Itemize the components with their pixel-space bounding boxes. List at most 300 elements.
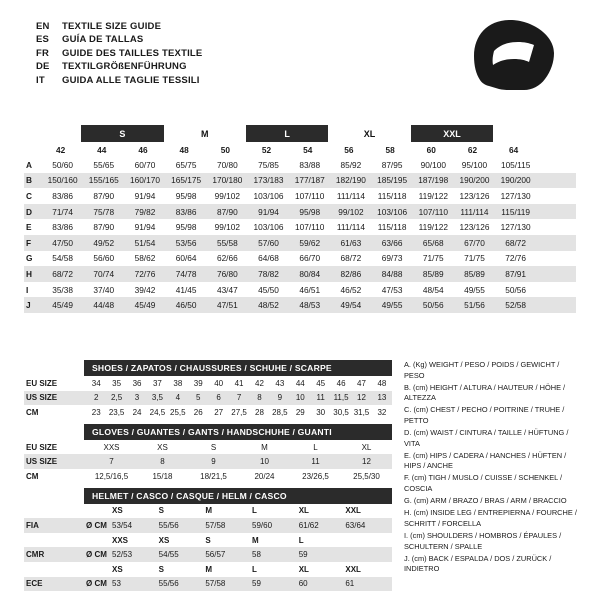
row-cells — [86, 565, 392, 574]
cell: 111/114 — [460, 206, 489, 217]
cell: 170/180 — [212, 175, 243, 186]
cell: 26 — [193, 407, 203, 417]
cell: 91/94 — [134, 190, 156, 201]
cell: 123/126 — [459, 190, 490, 201]
cell: L — [252, 564, 257, 574]
legend-item: A. (Kg) WEIGHT / PESO / POIDS / GEWICHT / PESO — [404, 360, 560, 380]
cell: 79/82 — [134, 206, 156, 217]
cell: 150/160 — [47, 175, 78, 186]
cell: 56/60 — [93, 253, 115, 264]
shoes-section-title: SHOES / ZAPATOS / CHAUSSURES / SCHUHE / SCARPE — [84, 360, 392, 376]
cell: 68/72 — [52, 268, 73, 279]
cell: 55/56 — [158, 579, 179, 589]
cell: 155/165 — [88, 175, 119, 186]
cell: 127/130 — [500, 222, 531, 233]
language-row — [36, 20, 202, 33]
helmet-icon — [464, 18, 556, 96]
cell: 53/56 — [175, 237, 197, 248]
legend-item: H. (cm) INSIDE LEG / ENTREPIERNA / FOURCHE / SCHRITT / FORCELLA — [404, 508, 577, 528]
cell: 67/70 — [464, 237, 485, 248]
table-row — [24, 282, 576, 298]
cell: 28 — [255, 407, 264, 417]
cell: XL — [298, 506, 309, 516]
cell: 71/75 — [422, 253, 444, 264]
cell: 23 — [91, 407, 101, 417]
cell: 60/70 — [134, 159, 156, 170]
cell: 20/24 — [254, 471, 275, 481]
cell: 185/195 — [377, 175, 408, 186]
cell: 4 — [175, 393, 181, 403]
cell: 53/54 — [112, 520, 133, 530]
cell: 46/51 — [299, 284, 321, 295]
cell: 46/52 — [340, 284, 362, 295]
cell: 115/118 — [377, 222, 407, 233]
cell: 38 — [173, 378, 183, 388]
group-empty-right — [493, 125, 534, 142]
cell: 83/86 — [52, 190, 73, 201]
cell: 54/58 — [52, 253, 73, 264]
cell: 119/122 — [418, 190, 448, 201]
cell: 87/90 — [216, 206, 238, 217]
cell: 57/58 — [205, 520, 226, 530]
cell: 30,5 — [333, 407, 349, 417]
helmet-header-row-cmr — [24, 533, 392, 548]
row-label: EU SIZE — [26, 378, 58, 388]
table-row — [24, 547, 392, 562]
cell: 47/51 — [216, 300, 238, 311]
cell: 91/94 — [258, 206, 279, 217]
cell: M — [205, 506, 213, 516]
cell: 50/56 — [505, 284, 527, 295]
table-row — [24, 405, 392, 420]
language-row — [36, 74, 202, 87]
cell: 45/49 — [52, 300, 73, 311]
size-number-row — [24, 142, 576, 157]
cell: 37/40 — [93, 284, 115, 295]
size-value: 50 — [220, 144, 230, 155]
legend-item: B. (cm) HEIGHT / ALTURA / HAUTEUR / HÖHE / ALTEZZA — [404, 382, 566, 403]
size-value: 64 — [509, 144, 519, 155]
cell: 49/52 — [93, 237, 115, 248]
cell: 182/190 — [335, 175, 366, 186]
cell: 11 — [316, 393, 325, 403]
cell: 46 — [336, 378, 346, 388]
cell: 95/98 — [175, 190, 197, 201]
cell: 10 — [295, 393, 305, 403]
cell: 165/175 — [171, 175, 202, 186]
cell: 87/91 — [505, 268, 527, 279]
row-label: US SIZE — [26, 393, 58, 403]
table-row — [24, 219, 576, 235]
language-row — [36, 60, 202, 73]
cell: 2 — [93, 393, 99, 403]
row-label: B — [26, 175, 32, 186]
unit-label: Ø CM — [86, 520, 107, 530]
unit-label: Ø CM — [86, 550, 107, 560]
cell: 115/119 — [501, 206, 531, 217]
legend-item: F. (cm) TIGH / MUSLO / CUISSE / SCHENKEL / COSCIA — [404, 473, 563, 494]
cell: 45/50 — [258, 284, 279, 295]
legend-item: E. (cm) HIPS / CADERA / HANCHES / HÜFTEN / HIPS / ANCHE — [404, 450, 567, 471]
cell: M — [252, 535, 259, 545]
cell: 52/53 — [112, 550, 133, 560]
legend-item: J. (cm) BACK / ESPALDA / DOS / ZURÜCK / INDIETRO — [404, 553, 552, 574]
row-cells — [86, 379, 392, 388]
cell: 15/18 — [152, 471, 173, 481]
cell: S — [158, 506, 165, 516]
cell: 51/54 — [134, 237, 156, 248]
cell: 56/57 — [205, 550, 226, 560]
cell: 66/70 — [299, 253, 321, 264]
table-row — [24, 440, 392, 455]
cell: 115/118 — [377, 190, 407, 201]
language-code: FR — [36, 47, 50, 59]
cell: XL — [298, 564, 309, 574]
cell: 63/64 — [345, 520, 366, 530]
cell: 53 — [112, 579, 121, 589]
cell: 27 — [214, 407, 224, 417]
cell: 40 — [214, 378, 224, 388]
table-row — [24, 577, 392, 592]
cell: 47 — [357, 378, 366, 388]
row-label: I — [26, 284, 29, 295]
table-row — [24, 391, 392, 406]
cell: L — [313, 442, 318, 452]
helmet-header-row-fia — [24, 504, 392, 519]
row-label: FIA — [26, 520, 39, 530]
cell: 44/48 — [93, 300, 115, 311]
row-cells — [86, 472, 392, 481]
language-title: TEXTILE SIZE GUIDE — [62, 21, 162, 32]
cell: 187/198 — [418, 175, 449, 186]
cell: 60/64 — [175, 253, 197, 264]
cell: 6 — [216, 393, 221, 403]
cell: 5 — [196, 393, 201, 403]
table-row — [24, 173, 576, 189]
language-title: GUIDA ALLE TAGLIE TESSILI — [62, 74, 200, 86]
size-value: 58 — [385, 144, 395, 155]
cell: 103/106 — [377, 206, 408, 217]
cell: 55/58 — [216, 237, 238, 248]
main-size-table — [24, 125, 576, 313]
cell: 95/100 — [461, 159, 488, 170]
cell: XXL — [345, 564, 361, 574]
cell: 8 — [160, 457, 165, 467]
cell: 3 — [134, 393, 140, 403]
cell: 2,5 — [111, 393, 123, 403]
table-row — [24, 204, 576, 220]
cell: XS — [112, 506, 123, 516]
cell: 190/200 — [459, 175, 490, 186]
row-label: CMR — [26, 550, 45, 560]
cell: 24,5 — [149, 407, 166, 417]
cell: 7 — [236, 393, 242, 403]
cell: 50/60 — [52, 159, 73, 170]
size-value: 48 — [179, 144, 189, 155]
size-value: 42 — [55, 144, 66, 155]
row-cells — [86, 521, 392, 530]
group-spacer — [24, 125, 40, 142]
cell: 35/38 — [52, 284, 73, 295]
cell: 48/54 — [422, 284, 444, 295]
size-group-header-row — [24, 125, 576, 142]
row-cells — [86, 579, 392, 588]
cell: 27,5 — [231, 407, 247, 417]
row-label: H — [26, 268, 32, 279]
group-m: M — [164, 125, 246, 142]
lower-tables — [24, 360, 392, 591]
table-row — [24, 376, 392, 391]
cell: 28,5 — [272, 407, 288, 417]
cell: 39 — [193, 378, 203, 388]
cell: 59/60 — [252, 520, 273, 530]
cell: 24 — [132, 407, 142, 417]
cell: 30 — [316, 407, 326, 417]
row-label: EU SIZE — [26, 442, 58, 452]
cell: 45 — [316, 378, 326, 388]
cell: XS — [112, 564, 123, 574]
cell: 12,5/16,5 — [94, 471, 129, 481]
group-xxl: XXL — [411, 125, 493, 142]
cell: 74/78 — [175, 268, 197, 279]
group-s: S — [81, 125, 163, 142]
cell: 70/74 — [93, 268, 115, 279]
cell: XS — [158, 535, 170, 545]
cell: 7 — [109, 457, 114, 467]
cell: 82/86 — [340, 268, 362, 279]
row-label: J — [26, 300, 31, 311]
cell: 84/88 — [381, 268, 403, 279]
cell: 123/126 — [459, 222, 490, 233]
cell: 85/92 — [340, 159, 362, 170]
language-row — [36, 47, 202, 60]
cell: 119/122 — [418, 222, 448, 233]
cell: 107/110 — [418, 206, 448, 217]
cell: 71/75 — [464, 253, 485, 264]
cell: XXL — [345, 506, 361, 516]
cell: 64/68 — [258, 253, 279, 264]
cell: 173/183 — [253, 175, 284, 186]
size-value: 62 — [467, 144, 478, 155]
cell: 48/52 — [258, 300, 279, 311]
cell: 43 — [275, 378, 285, 388]
language-code: ES — [36, 34, 50, 46]
cell: 44 — [295, 378, 305, 388]
row-label: ECE — [26, 579, 43, 589]
cell-empty — [345, 536, 392, 545]
cell: M — [205, 564, 213, 574]
cell: 9 — [211, 457, 216, 467]
table-row — [24, 518, 392, 533]
cell: 9 — [277, 393, 283, 403]
cell: 177/187 — [294, 175, 325, 186]
legend-item: C. (cm) CHEST / PECHO / POITRINE / TRUHE / PETTO — [404, 405, 565, 425]
size-value: 54 — [303, 144, 313, 155]
cell: 23,5 — [108, 407, 125, 417]
group-xl: XL — [328, 125, 410, 142]
cell: 49/55 — [464, 284, 485, 295]
size-value: 56 — [344, 144, 354, 155]
row-label: A — [26, 159, 32, 170]
table-row — [24, 235, 576, 251]
size-value: 52 — [261, 144, 272, 155]
unit-label: Ø CM — [86, 579, 107, 589]
cell: 31,5 — [353, 407, 370, 417]
cell: 111/114 — [336, 222, 365, 233]
row-cells — [86, 550, 392, 559]
cell: 12 — [357, 393, 366, 403]
cell: 85/89 — [422, 268, 444, 279]
cell: 99/102 — [214, 222, 241, 233]
cell: L — [298, 535, 304, 545]
cell: 95/98 — [299, 206, 321, 217]
row-cells — [86, 536, 392, 545]
cell: 49/55 — [381, 300, 403, 311]
cell: 60 — [298, 579, 308, 589]
row-label: G — [26, 253, 33, 264]
cell: 91/94 — [134, 222, 156, 233]
gloves-section-title: GLOVES / GUANTES / GANTS / HANDSCHUHE / GUANTI — [84, 424, 392, 440]
row-label: C — [26, 190, 32, 201]
row-cells — [86, 443, 392, 452]
cell: 55/65 — [93, 159, 115, 170]
cell: 80/84 — [299, 268, 321, 279]
cell: 69/73 — [381, 253, 403, 264]
language-title: GUÍA DE TALLAS — [62, 34, 144, 46]
table-row — [24, 251, 576, 267]
cell: S — [205, 535, 211, 545]
cell: 99/102 — [338, 206, 364, 217]
language-title: TEXTILGRÖßENFÜHRUNG — [62, 61, 187, 73]
cell: 55/56 — [158, 520, 179, 530]
cell: XL — [361, 442, 372, 452]
cell: 103/106 — [253, 222, 284, 233]
language-code: IT — [36, 74, 45, 86]
row-cells — [86, 408, 392, 417]
row-cells — [86, 506, 392, 515]
cell: 190/200 — [500, 175, 531, 186]
language-code: EN — [36, 21, 50, 32]
cell: 50/56 — [422, 300, 444, 311]
cell: 35 — [112, 378, 122, 388]
cell: 95/98 — [175, 222, 197, 233]
cell: 85/89 — [464, 268, 485, 279]
cell: 11,5 — [333, 393, 349, 403]
size-value: 44 — [97, 144, 107, 155]
cell: 107/110 — [295, 222, 325, 233]
cell: 70/80 — [216, 159, 238, 170]
cell: 65/68 — [422, 237, 444, 248]
cell: 83/86 — [175, 206, 197, 217]
helmet-header-row-ece — [24, 562, 392, 577]
cell: 49/54 — [340, 300, 362, 311]
cell: 41 — [234, 378, 244, 388]
table-row — [24, 188, 576, 204]
language-title: GUIDE DES TAILLES TEXTILE — [62, 47, 203, 59]
helmet-section-title: HELMET / CASCO / CASQUE / HELM / CASCO — [84, 488, 392, 504]
cell: 83/88 — [299, 159, 321, 170]
cell: 76/80 — [216, 268, 238, 279]
cell: 42 — [255, 378, 264, 388]
cell: 57/60 — [258, 237, 279, 248]
cell: 46/50 — [175, 300, 197, 311]
cell: 58/62 — [134, 253, 156, 264]
cell: 63/66 — [381, 237, 403, 248]
row-cells — [86, 393, 392, 402]
cell: 52/58 — [505, 300, 527, 311]
cell: 58 — [252, 550, 261, 560]
cell: 68/72 — [505, 237, 527, 248]
cell: 18/21,5 — [200, 471, 227, 481]
row-label: CM — [26, 407, 39, 417]
cell: S — [158, 564, 165, 574]
cell: 62/66 — [216, 253, 238, 264]
cell: XXS — [112, 535, 129, 545]
cell: 36 — [132, 378, 142, 388]
cell: 48 — [377, 378, 387, 388]
measurement-legend — [404, 360, 580, 576]
cell: 75/85 — [258, 159, 279, 170]
cell: 111/114 — [336, 190, 365, 201]
row-label: US SIZE — [26, 457, 58, 467]
cell: 13 — [377, 393, 387, 403]
cell: 59 — [252, 579, 261, 589]
cell: 65/75 — [175, 159, 197, 170]
language-code: DE — [36, 61, 50, 73]
cell: 59 — [298, 550, 308, 560]
cell: 87/90 — [93, 190, 115, 201]
cell: 107/110 — [295, 190, 325, 201]
cell: 51/56 — [464, 300, 485, 311]
group-l: L — [246, 125, 328, 142]
cell: 29 — [295, 407, 305, 417]
cell: 103/106 — [253, 190, 284, 201]
row-label: E — [26, 222, 32, 233]
table-row — [24, 266, 576, 282]
cell: 90/100 — [420, 159, 446, 170]
row-label: CM — [26, 471, 39, 481]
cell: 32 — [377, 407, 387, 417]
legend-item: D. (cm) WAIST / CINTURA / TAILLE / HÜFTUNG / VITA — [404, 428, 569, 448]
cell: 87/90 — [93, 222, 115, 233]
cell: 39/42 — [134, 284, 156, 295]
cell: 54/55 — [158, 550, 179, 560]
cell: 59/62 — [299, 237, 321, 248]
cell: 23/26,5 — [302, 471, 329, 481]
cell: 47/53 — [381, 284, 403, 295]
cell: 61 — [345, 579, 355, 589]
cell: 72/76 — [505, 253, 527, 264]
cell: 57/58 — [205, 579, 226, 589]
size-value: 60 — [426, 144, 436, 155]
group-empty-left — [40, 125, 81, 142]
cell: 61/63 — [340, 237, 362, 248]
table-row — [24, 469, 392, 484]
cell: 78/82 — [258, 268, 279, 279]
cell: 72/76 — [134, 268, 156, 279]
table-row — [24, 157, 576, 173]
cell: XXS — [103, 442, 120, 452]
cell: 99/102 — [214, 190, 241, 201]
cell: 75/78 — [93, 206, 115, 217]
row-label: D — [26, 206, 32, 217]
cell: 47/50 — [52, 237, 73, 248]
cell: M — [261, 442, 268, 452]
row-label: F — [26, 237, 32, 248]
cell: 41/45 — [175, 284, 197, 295]
cell: 83/86 — [52, 222, 73, 233]
size-value: 46 — [138, 144, 148, 155]
